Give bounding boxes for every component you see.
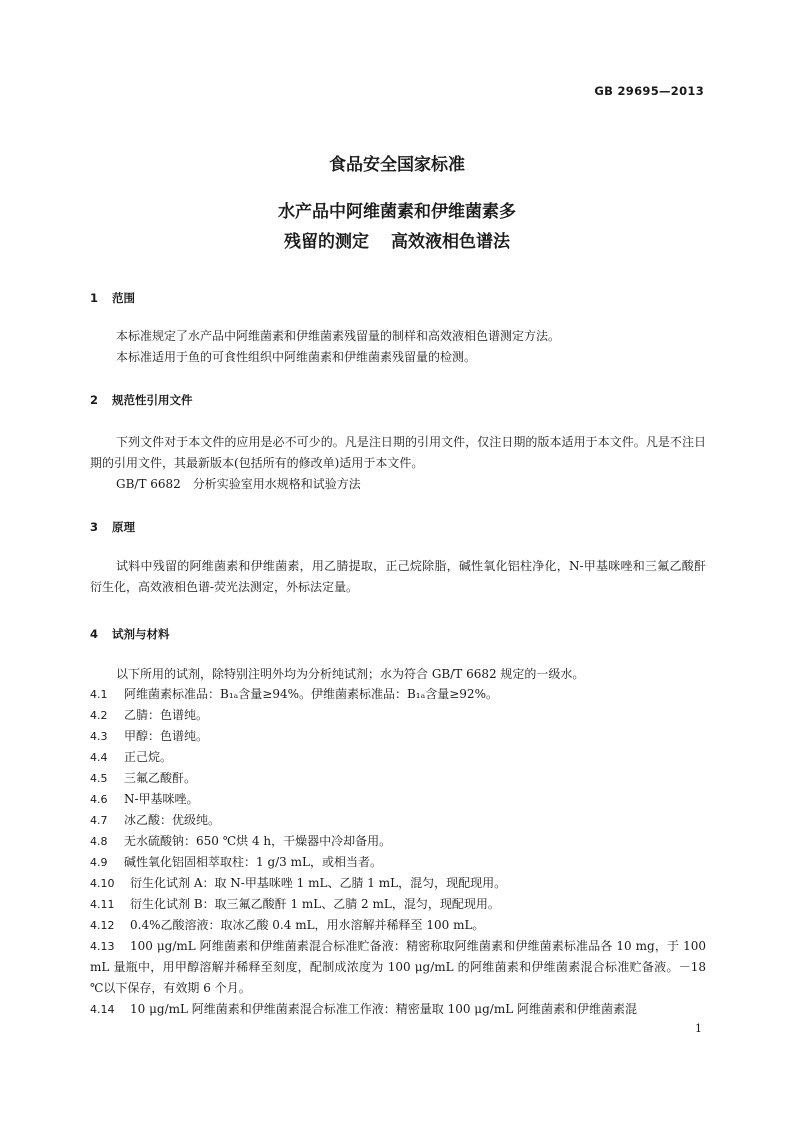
section-title: 原理 [112, 520, 135, 534]
section-title: 规范性引用文件 [112, 393, 193, 407]
section-title: 试剂与材料 [112, 627, 170, 641]
section-number: 1 [90, 291, 99, 305]
list-item: 4.5 三氟乙酸酐。 [90, 771, 197, 785]
section-number: 2 [90, 393, 99, 407]
section-3-paragraph-1: 试料中残留的阿维菌素和伊维菌素，用乙腈提取，正己烷除脂，碱性氧化铝柱净化，N-甲基咪唑和三氟乙酸酐衍生化，高效液相色谱-荧光法测定，外标法定量。 [90, 559, 706, 594]
section-4-heading [90, 626, 170, 642]
subtitle-line-2a: 残留的测定 [284, 232, 369, 252]
section-number: 4 [90, 627, 99, 641]
list-item: 4.9 碱性氧化铝固相萃取柱：1 g/3 mL，或相当者。 [90, 855, 382, 869]
list-item: 4.13 100 μg/mL 阿维菌素和伊维菌素混合标准贮备液：精密称取阿维菌素和伊维菌素标准品各 10 mg，于 100 mL 量瓶中，用甲醇溶解并稀释至刻度，配制成浓度为 100 μg/mL 的阿维菌素和伊维菌素混合标准贮备液。－18 ℃以下保存，有效期 6 个月。 [90, 939, 706, 995]
section-1-paragraph-1: 本标准规定了水产品中阿维菌素和伊维菌素残留量的制样和高效液相色谱测定方法。 [116, 329, 561, 343]
section-title: 范围 [112, 291, 135, 305]
list-item: 4.14 10 μg/mL 阿维菌素和伊维菌素混合标准工作液：精密量取 100 μg/mL 阿维菌素和伊维菌素混 [90, 1002, 637, 1016]
page-number: 1 [695, 1022, 702, 1035]
section-2-paragraph-1: 下列文件对于本文件的应用是必不可少的。凡是注日期的引用文件，仅注日期的版本适用于本文件。凡是不注日期的引用文件，其最新版本(包括所有的修改单)适用于本文件。 [90, 435, 706, 470]
subtitle-line-2b: 高效液相色谱法 [391, 232, 510, 252]
section-1-paragraph-2: 本标准适用于鱼的可食性组织中阿维菌素和伊维菌素残留量的检测。 [116, 350, 477, 364]
main-title: 食品安全国家标准 [329, 155, 465, 175]
normative-reference: GB/T 6682 分析实验室用水规格和试验方法 [116, 477, 361, 491]
list-item: 4.11 衍生化试剂 B：取三氟乙酸酐 1 mL、乙腈 2 mL，混匀，现配现用。 [90, 897, 500, 911]
list-item: 4.7 冰乙酸：优级纯。 [90, 813, 221, 827]
list-item: 4.8 无水硫酸钠：650 ℃烘 4 h，干燥器中冷却备用。 [90, 834, 392, 848]
section-number: 3 [90, 520, 99, 534]
list-item: 4.2 乙腈：色谱纯。 [90, 708, 209, 722]
section-4-intro: 以下所用的试剂，除特别注明外均为分析纯试剂；水为符合 GB/T 6682 规定的一级水。 [116, 667, 585, 681]
list-item: 4.10 衍生化试剂 A：取 N-甲基咪唑 1 mL、乙腈 1 mL，混匀，现配现用。 [90, 876, 507, 890]
list-item: 4.6 N-甲基咪唑。 [90, 792, 199, 806]
section-2-heading [90, 392, 193, 408]
subtitle-line-1: 水产品中阿维菌素和伊维菌素多 [278, 202, 516, 222]
list-item: 4.3 甲醇：色谱纯。 [90, 729, 209, 743]
standard-code: GB 29695—2013 [594, 84, 704, 98]
subtitle-line-2 [0, 227, 794, 252]
section-3-heading [90, 519, 135, 535]
section-1-heading [90, 290, 135, 306]
list-item: 4.12 0.4%乙酸溶液：取冰乙酸 0.4 mL，用水溶解并稀释至 100 mL。 [90, 918, 485, 932]
list-item: 4.1 阿维菌素标准品：B₁ₐ含量≥94%。伊维菌素标准品：B₁ₐ含量≥92%。 [90, 687, 498, 701]
list-item: 4.4 正己烷。 [90, 750, 173, 764]
